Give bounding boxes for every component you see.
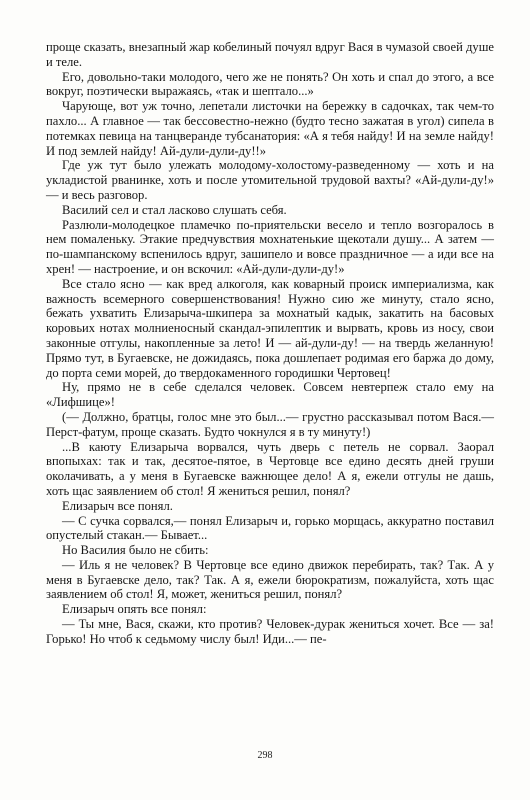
paragraph: Чарующе, вот уж точно, лепетали листочки на бережку в садочках, так чем-то пахло... А главное — так бессовестно-нежно (будто тесно зажатая в угол) сипела в потемках певица на танцверанде тубсанатория: «А я тебя найду! И на земле найду! И под землей найду! Ай-дули-дули-ду!!» <box>46 99 494 158</box>
paragraph: — Иль я не человек? В Чертовце все едино движок перебирать, так? Так. А у меня в Бугаевске дело, так? Так. А я, ежели бюрократизм, пожалуйста, хоть щас заявлением об стол! Я, может, жениться решил, понял? <box>46 557 494 602</box>
paragraph: Его, довольно-таки молодого, чего же не понять? Он хоть и спал до этого, а все вокруг, поэтически выражаясь, «так и шептало...» <box>46 69 494 99</box>
paragraph: — Ты мне, Вася, скажи, кто против? Человек-дурак жениться хочет. Все — за! Горько! Но чтоб к седьмому числу был! Иди...— пе- <box>46 617 494 646</box>
paragraph: Ну, прямо не в себе сделался человек. Совсем невтерпеж стало ему на «Лифшице»! <box>46 380 494 410</box>
paragraph: (— Должно, братцы, голос мне это был...— грустно рассказывал потом Вася.— Перст-фатум, проще сказать. Будто чокнулся я в ту минуту!) <box>46 409 494 439</box>
paragraph: Но Василия было не сбить: <box>62 543 209 558</box>
paragraph: Елизарыч все понял. <box>62 498 173 513</box>
paragraph: Где уж тут было улежать молодому-холостому-разведенному — хоть и на укладистой рванинке, хоть и после утомительной трудовой вахты? «Ай-дули-ду!» — и весь разговор. <box>46 158 494 202</box>
paragraph: Все стало ясно — как вред алкоголя, как коварный происк империализма, как важность всемерного совершенствования! Нужно сию же минуту, стало ясно, бежать ухватить Елизарыча-шкипера за мохнатый кадык, закатить на басовых коровьих нотах молниеносный скандал-эпилептик и вырвать, кровь из носу, свои законные отгулы, накопленные за лето! И — ай-дули-ду! — на твердь желанную! Прямо тут, в Бугаевске, не дожидаясь, пока дошлепает родимая его баржа до дому, до порта семи морей, до твердокаменного городишки Чертовец! <box>46 276 494 380</box>
paragraph: — С сучка сорвался,— понял Елизарыч и, горько морщась, аккуратно поставил опустелый стакан.— Бывает... <box>46 513 494 543</box>
paragraph: Елизарыч опять все понял: <box>62 602 207 617</box>
paragraph: Разлюли-молодецкое пламечко по-приятельски весело и тепло возгоралось в нем помаленьку. Этакие предчувствия мохнатенькие щекотали душу... А затем — по-шампанскому вспенилось вдруг, зашипело и вовсе праздничное — а иди все на хрен! — настроение, и он вскочил: «Ай-дули-дули-ду!» <box>46 217 494 276</box>
paragraph: проще сказать, внезапный жар кобелиный почуял вдруг Вася в чумазой своей душе и теле. <box>46 40 494 69</box>
paragraph: Василий сел и стал ласково слушать себя. <box>62 202 287 217</box>
body-text <box>46 40 494 647</box>
page-number: 298 <box>257 750 273 761</box>
paragraph: ...В каюту Елизарыча ворвался, чуть дверь с петель не сорвал. Заорал впопыхах: так и так, десятое-пятое, в Чертовце все едино десять дней груши околачивать, а у меня в Бугаевске важнющее дело! А я, ежели отгулы не дашь, хоть щас заявлением об стол! Я жениться решил, понял? <box>46 439 494 498</box>
